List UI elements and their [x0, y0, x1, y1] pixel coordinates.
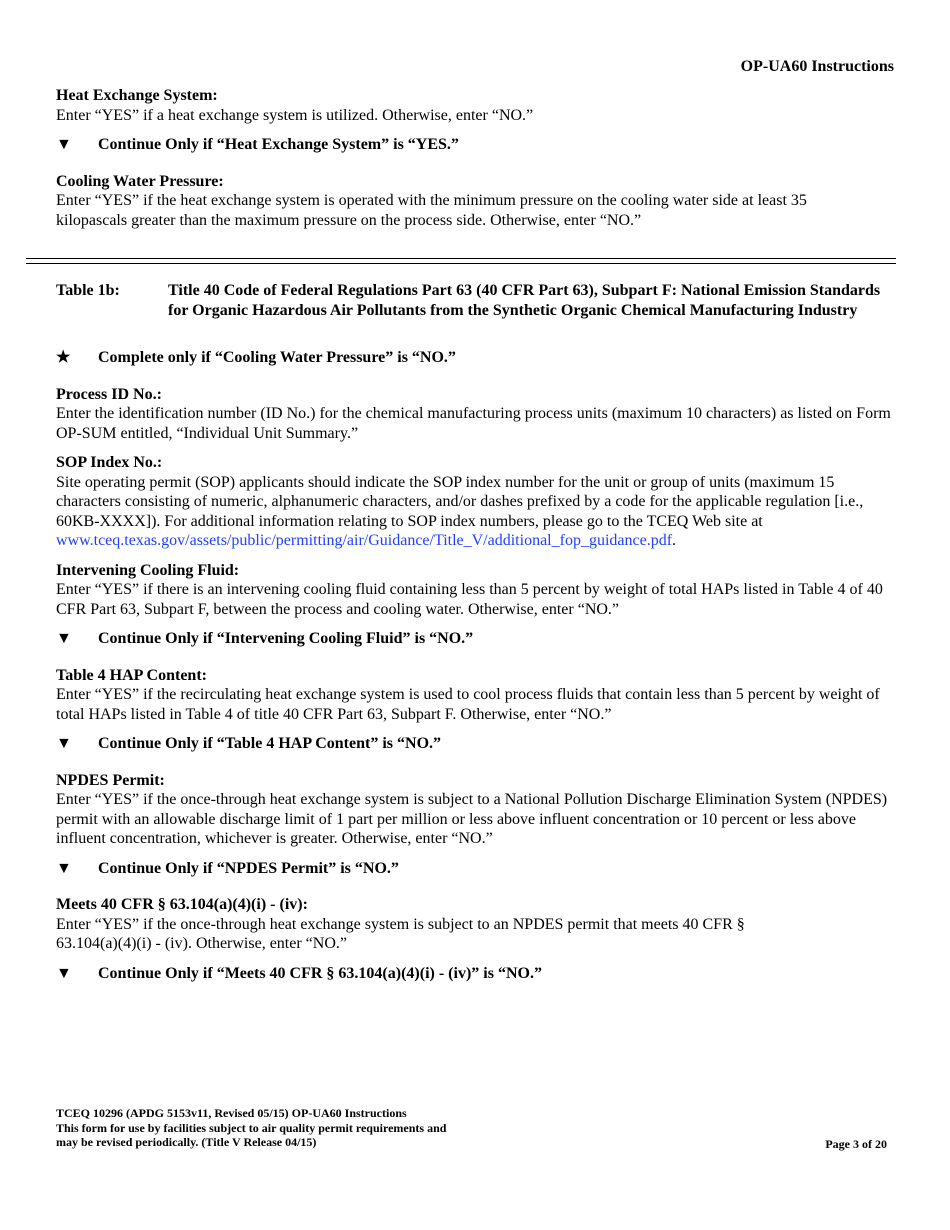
page-number: Page 3 of 20: [825, 1137, 887, 1151]
condition-text: Continue Only if “Heat Exchange System” is “YES.”: [98, 136, 459, 153]
condition-npdes: [56, 859, 896, 879]
footer-line: TCEQ 10296 (APDG 5153v11, Revised 05/15) OP-UA60 Instructions: [56, 1106, 407, 1120]
condition-text: Complete only if “Cooling Water Pressure” is “NO.”: [98, 349, 456, 366]
condition-text: Continue Only if “Table 4 HAP Content” is “NO.”: [98, 735, 442, 752]
sop-index-heading: SOP Index No.:: [56, 454, 163, 471]
table-label: Table 1b:: [56, 282, 120, 299]
meets-cfr-heading: Meets 40 CFR § 63.104(a)(4)(i) - (iv):: [56, 896, 308, 913]
condition-heat-exchange: [56, 135, 894, 155]
table-title-text: Title 40 Code of Federal Regulations Part 63 (40 CFR Part 63), Subpart F: National Emission Standards for Organic Hazardous Air Pollutants from the Synthetic Organic Chemical Manufacturing Industry: [168, 282, 881, 319]
tceq-guidance-link[interactable]: www.tceq.texas.gov/assets/public/permitting/air/Guidance/Title_V/additional_fop_guidance.pdf: [56, 532, 673, 549]
condition-text: Continue Only if “NPDES Permit” is “NO.”: [98, 859, 399, 877]
table4-hap-text: Enter “YES” if the recirculating heat exchange system is used to cool process fluids that contain less than 5 percent by weight of total HAPs listed in Table 4 of title 40 CFR Part 63, Subpart F. Otherwise, enter “NO.”: [56, 686, 880, 723]
triangle-down-icon: ▼: [56, 964, 72, 982]
heat-exchange-text: Enter “YES” if a heat exchange system is utilized. Otherwise, enter “NO.”: [56, 106, 534, 124]
intervening-cooling-fluid-text: Enter “YES” if there is an intervening cooling fluid containing less than 5 percent by weight of total HAPs listed in Table 4 of 40 CFR Part 63, Subpart F, between the process and cooling water. Otherwise, enter “NO.”: [56, 581, 883, 618]
meets-cfr-text: Enter “YES” if the once-through heat exchange system is subject to an NPDES permit that meets 40 CFR § 63.104(a)(4)(i) - (iv). Otherwise, enter “NO.”: [56, 915, 745, 952]
triangle-down-icon: ▼: [56, 136, 72, 153]
sop-index-text: Site operating permit (SOP) applicants should indicate the SOP index number for the unit or group of units (maximum 15 characters consisting of numeric, alphanumeric characters, and/or dashes prefixed by a code for the applicable regulation [i.e., 60KB-XXXX]). For additional information relating to SOP index numbers, please go to the TCEQ Web site at www.tceq.texas.gov/assets/public/permitting/air/Guidance/Title_V/additional_fop_guidance.pdf.: [56, 473, 864, 549]
intervening-cooling-fluid-heading: Intervening Cooling Fluid:: [56, 561, 240, 579]
star-icon: ★: [56, 349, 71, 366]
npdes-heading: NPDES Permit:: [56, 771, 165, 789]
condition-text: Continue Only if “Meets 40 CFR § 63.104(a)(4)(i) - (iv)” is “NO.”: [98, 964, 542, 982]
footer-line: This form for use by facilities subject to air quality permit requirements and: [56, 1120, 447, 1135]
triangle-down-icon: ▼: [56, 630, 72, 647]
table-section: [56, 348, 896, 1000]
condition-complete-only: [56, 348, 896, 368]
cooling-water-text: Enter “YES” if the heat exchange system is operated with the minimum pressure on the cooling water side at least 35 kilopascals greater than the maximum pressure on the process side. Otherwise, enter “NO.”: [56, 192, 807, 229]
triangle-down-icon: ▼: [56, 859, 72, 877]
footer-line: may be revised periodically. (Title V Release 04/15): [56, 1135, 317, 1149]
process-id-text: Enter the identification number (ID No.) for the chemical manufacturing process units (maximum 10 characters) as listed on Form OP-SUM entitled, “Individual Unit Summary.”: [56, 405, 891, 442]
footer: [56, 1106, 446, 1150]
page-header-title: OP-UA60 Instructions: [740, 58, 894, 75]
table-title: [56, 281, 896, 320]
table4-hap-heading: Table 4 HAP Content:: [56, 666, 207, 684]
npdes-text: Enter “YES” if the once-through heat exchange system is subject to a National Pollution Discharge Elimination System (NPDES) permit with an allowable discharge limit of 1 part per million or less above influent concentration or 10 percent or less above influent concentration, whichever is greater. Otherwise, enter “NO.”: [56, 791, 888, 847]
cooling-water-heading: Cooling Water Pressure:: [56, 172, 224, 190]
condition-intervening-cooling-fluid: [56, 629, 896, 649]
condition-table4-hap: [56, 734, 896, 754]
process-id-heading: Process ID No.:: [56, 385, 162, 403]
condition-meets-cfr: [56, 964, 896, 984]
section-divider: [26, 258, 896, 264]
triangle-down-icon: ▼: [56, 735, 72, 752]
heat-exchange-heading: Heat Exchange System:: [56, 87, 218, 104]
top-section: [56, 86, 894, 240]
condition-text: Continue Only if “Intervening Cooling Fluid” is “NO.”: [98, 630, 474, 647]
